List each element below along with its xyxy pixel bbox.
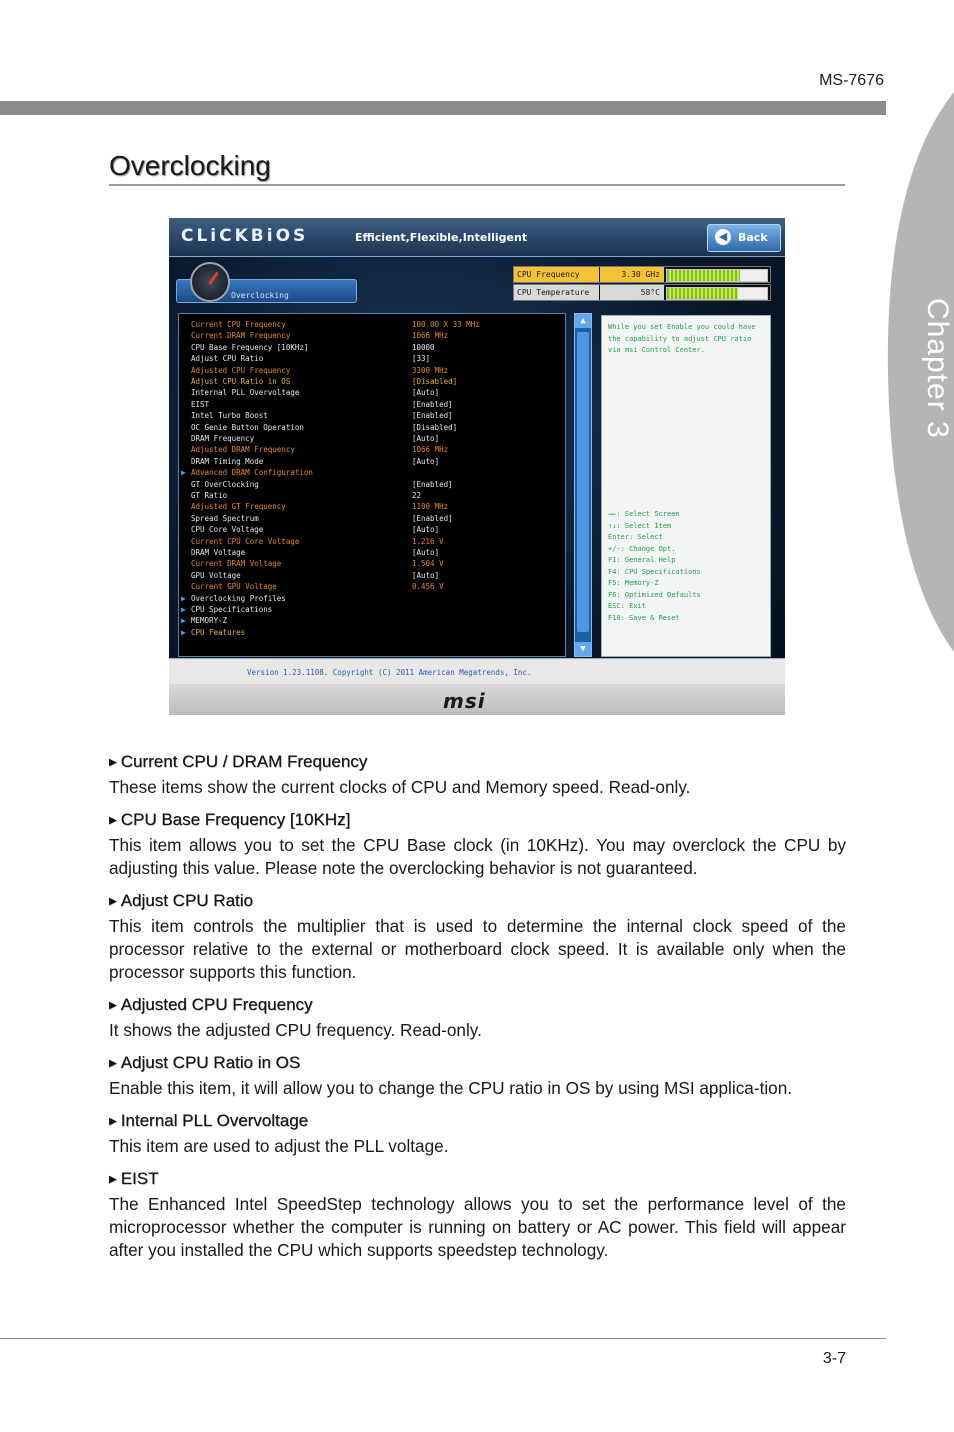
- bios-footer: [169, 658, 785, 685]
- meter-label: CPU Frequency: [514, 267, 599, 282]
- item-text: This item controls the multiplier that is used to determine the internal clock speed of the processor relative to the external or motherboard clock speed. It is available only when the processor supports this function.: [109, 916, 846, 982]
- page-number: 3-7: [822, 1350, 846, 1367]
- tab-overclocking-label: Overclocking: [231, 291, 289, 300]
- item-heading: [109, 995, 846, 1016]
- item-pll-overvoltage: [109, 1111, 846, 1158]
- bios-setting-row[interactable]: [179, 513, 565, 524]
- item-current-frequency: [109, 752, 846, 799]
- setting-name: DRAM Frequency: [191, 434, 255, 443]
- item-text: This item allows you to set the CPU Base clock (in 10KHz). You may overclock the CPU by adjusting this value. Please note the overclocking behavior is not guaranteed.: [109, 835, 846, 878]
- submenu-arrow-icon: ▶: [181, 468, 186, 478]
- submenu-arrow-icon: ▶: [181, 627, 186, 637]
- setting-name: Current DRAM Voltage: [191, 559, 282, 569]
- setting-value: [Auto]: [412, 434, 440, 443]
- submenu-arrow-icon: ▶: [181, 605, 186, 614]
- item-heading: [109, 891, 846, 912]
- setting-name: DRAM Voltage: [191, 548, 246, 557]
- setting-name: Adjusted DRAM Frequency: [191, 445, 295, 455]
- bios-setting-row[interactable]: [179, 444, 565, 455]
- setting-value: [Disabled]: [412, 377, 458, 386]
- meter-fill: [667, 288, 738, 299]
- setting-value: [Enabled]: [412, 479, 453, 489]
- setting-value: 3300 MHz: [412, 365, 449, 375]
- key-legend-item: F6: Optimized Defaults: [608, 590, 701, 599]
- bullet-arrow-icon: ▶: [109, 815, 117, 826]
- setting-name: Adjusted CPU Frequency: [191, 365, 291, 375]
- setting-name: Overclocking Profiles: [191, 593, 286, 603]
- setting-name: OC Genie Button Operation: [191, 422, 304, 432]
- meter-value: 3.30 GHz: [600, 267, 664, 282]
- setting-value: [Enabled]: [412, 513, 453, 523]
- help-panel: [601, 315, 771, 657]
- submenu-arrow-icon: ▶: [181, 593, 186, 603]
- setting-value: 22: [412, 491, 422, 500]
- item-heading: [109, 1111, 846, 1132]
- setting-name: CPU Base Frequency [10KHz]: [191, 342, 309, 352]
- setting-value: [Auto]: [412, 388, 440, 398]
- meter-bar: [666, 269, 768, 282]
- bios-slogan: Efficient,Flexible,Intelligent: [355, 231, 528, 244]
- version-text: Version 1.23.1108. Copyright (C) 2011 American Megatrends, Inc.: [247, 668, 532, 677]
- setting-name: Spread Spectrum: [191, 513, 259, 523]
- key-legend-item: +/-: Change Opt.: [608, 544, 676, 553]
- bullet-arrow-icon: ▶: [109, 1000, 117, 1011]
- bios-setting-row[interactable]: [179, 456, 565, 467]
- key-legend-item: →←: Select Screen: [608, 510, 680, 518]
- bios-setting-row[interactable]: [179, 581, 565, 592]
- bios-screenshot: [169, 218, 785, 715]
- cpu-temperature-meter: [513, 284, 771, 301]
- scrollbar[interactable]: [574, 313, 592, 657]
- bios-setting-row[interactable]: [179, 353, 565, 364]
- setting-value: 1100 MHz: [412, 502, 449, 512]
- setting-name: Adjust CPU Ratio in OS: [191, 377, 291, 386]
- scroll-down-icon[interactable]: ▼: [575, 642, 591, 656]
- setting-name: GT Ratio: [191, 491, 228, 500]
- item-text: Enable this item, it will allow you to change the CPU ratio in OS by using MSI applica-tion.: [109, 1078, 793, 1098]
- bios-setting-row[interactable]: [179, 501, 565, 512]
- setting-value: [Auto]: [412, 456, 440, 466]
- bullet-arrow-icon: ▶: [109, 1058, 117, 1069]
- item-heading-text: CPU Base Frequency [10KHz]: [120, 810, 351, 829]
- bios-setting-row[interactable]: [179, 536, 565, 547]
- key-legend-item: F5: Memory-Z: [608, 579, 659, 587]
- setting-name: CPU Features: [191, 627, 246, 637]
- setting-name: Advanced DRAM Configuration: [191, 468, 313, 478]
- brand-bar: [169, 684, 785, 715]
- key-legend-item: F1: General Help: [608, 556, 676, 564]
- setting-name: Current CPU Frequency: [191, 320, 286, 329]
- meter-bar: [666, 287, 768, 300]
- bios-setting-row[interactable]: [179, 593, 565, 604]
- bullet-arrow-icon: ▶: [109, 1174, 117, 1185]
- setting-name: Current CPU Core Voltage: [191, 536, 300, 546]
- model-label: MS-7676: [819, 72, 884, 89]
- key-legend-item: Enter: Select: [608, 533, 663, 541]
- page-title: Overclocking: [109, 150, 271, 181]
- setting-value: 10000: [412, 342, 435, 352]
- bios-setting-row[interactable]: [179, 319, 565, 330]
- bios-setting-row[interactable]: [179, 387, 565, 398]
- title-divider: [109, 184, 845, 186]
- setting-value: 1066 MHz: [412, 445, 449, 455]
- item-eist: [109, 1169, 846, 1262]
- setting-name: CPU Core Voltage: [191, 525, 264, 535]
- item-heading-text: EIST: [120, 1169, 159, 1188]
- setting-value: [Enabled]: [412, 399, 453, 409]
- bios-setting-row[interactable]: [179, 479, 565, 490]
- setting-name: GPU Voltage: [191, 570, 241, 580]
- item-heading-text: Adjust CPU Ratio in OS: [120, 1053, 301, 1072]
- settings-panel: [178, 313, 566, 657]
- item-ratio-in-os: [109, 1053, 846, 1100]
- key-legend: [608, 509, 701, 624]
- chapter-label: Chapter 3: [921, 297, 954, 439]
- setting-value: [Enabled]: [412, 411, 453, 421]
- bios-setting-row[interactable]: [179, 615, 565, 626]
- item-text: The Enhanced Intel SpeedStep technology allows you to set the performance level of the microprocessor whether the computer is running on battery or AC power. This field will appear after you installed the CPU which supports speedstep technology.: [109, 1194, 846, 1260]
- bios-setting-row[interactable]: [179, 410, 565, 421]
- cpu-frequency-meter: [513, 266, 771, 283]
- item-text: It shows the adjusted CPU frequency. Read-only.: [109, 1020, 482, 1040]
- bios-setting-row[interactable]: [179, 604, 565, 615]
- setting-name: Internal PLL Overvoltage: [191, 388, 300, 398]
- back-label: Back: [738, 231, 768, 244]
- submenu-arrow-icon: ▶: [181, 616, 186, 626]
- setting-value: 1066 MHz: [412, 331, 449, 341]
- setting-name: Adjust CPU Ratio: [191, 354, 264, 364]
- bios-setting-row[interactable]: [179, 433, 565, 444]
- setting-name: DRAM Timing Mode: [191, 456, 264, 466]
- meter-fill: [667, 270, 740, 281]
- key-legend-item: ↑↓: Select Item: [608, 521, 672, 530]
- bios-setting-row[interactable]: [179, 422, 565, 433]
- bios-setting-row[interactable]: [179, 342, 565, 353]
- setting-value: 100.00 X 33 MHz: [412, 320, 480, 329]
- scroll-thumb[interactable]: [577, 332, 589, 632]
- clickbios-logo: CLiCKBiOS: [181, 226, 309, 246]
- back-button[interactable]: [707, 224, 781, 252]
- footer-divider: [0, 1338, 886, 1339]
- setting-name: CPU Specifications: [191, 605, 273, 614]
- key-legend-item: ESC: Exit: [608, 602, 646, 610]
- setting-value: 1.216 V: [412, 536, 444, 546]
- bios-setting-row[interactable]: [179, 547, 565, 558]
- bios-setting-row[interactable]: [179, 558, 565, 569]
- bios-setting-row[interactable]: [179, 627, 565, 638]
- setting-name: Current GPU Voltage: [191, 582, 277, 592]
- setting-value: [Auto]: [412, 525, 440, 535]
- bios-setting-row[interactable]: [179, 399, 565, 410]
- item-heading: [109, 1053, 846, 1074]
- bios-setting-row[interactable]: [179, 467, 565, 478]
- item-text: This item are used to adjust the PLL voltage.: [109, 1136, 449, 1156]
- bios-setting-row[interactable]: [179, 365, 565, 376]
- bios-header: [169, 218, 785, 257]
- bullet-arrow-icon: ▶: [109, 1116, 117, 1127]
- key-legend-item: F10: Save & Reset: [608, 613, 680, 622]
- meter-label: CPU Temperature: [514, 285, 599, 300]
- speedometer-icon: [190, 262, 230, 302]
- bios-setting-row[interactable]: [179, 524, 565, 535]
- item-heading-text: Adjusted CPU Frequency: [120, 995, 313, 1014]
- item-heading-text: Current CPU / DRAM Frequency: [120, 752, 368, 771]
- item-heading-text: Internal PLL Overvoltage: [120, 1111, 309, 1130]
- item-text: These items show the current clocks of CPU and Memory speed. Read-only.: [109, 777, 691, 797]
- msi-logo: msi: [443, 689, 486, 713]
- setting-value: [Auto]: [412, 548, 440, 557]
- bullet-arrow-icon: ▶: [109, 896, 117, 907]
- item-adjusted-cpu-frequency: [109, 995, 846, 1042]
- item-base-frequency: [109, 810, 846, 880]
- bios-setting-row[interactable]: [179, 570, 565, 581]
- setting-value: [Disabled]: [412, 422, 458, 432]
- item-heading-text: Adjust CPU Ratio: [120, 891, 253, 910]
- setting-value: 0.456 V: [412, 582, 444, 592]
- bios-setting-row[interactable]: [179, 376, 565, 387]
- item-heading: [109, 1169, 846, 1190]
- help-message: While you set Enable you could have the capability to adjust CPU ratio via msi Control Center.: [608, 323, 756, 355]
- scroll-up-icon[interactable]: ▲: [575, 314, 591, 328]
- setting-name: Current DRAM Frequency: [191, 331, 291, 341]
- item-heading: [109, 752, 846, 773]
- bios-setting-row[interactable]: [179, 490, 565, 501]
- item-heading: [109, 810, 846, 831]
- item-adjust-cpu-ratio: [109, 891, 846, 984]
- meter-value: 58°C: [600, 285, 664, 300]
- header-bar: [0, 101, 886, 115]
- key-legend-item: F4: CPU Specifications: [608, 567, 701, 576]
- setting-name: GT OverClocking: [191, 479, 259, 489]
- setting-name: MEMORY-Z: [191, 616, 228, 626]
- setting-value: [Auto]: [412, 570, 440, 580]
- item-descriptions: [109, 752, 846, 1273]
- setting-value: 1.504 V: [412, 559, 444, 569]
- setting-value: [33]: [412, 354, 431, 364]
- setting-name: EIST: [191, 399, 210, 409]
- setting-name: Intel Turbo Boost: [191, 411, 268, 421]
- back-arrow-icon: ◀: [715, 229, 731, 245]
- bullet-arrow-icon: ▶: [109, 757, 117, 768]
- setting-name: Adjusted GT Frequency: [191, 502, 286, 512]
- bios-setting-row[interactable]: [179, 330, 565, 341]
